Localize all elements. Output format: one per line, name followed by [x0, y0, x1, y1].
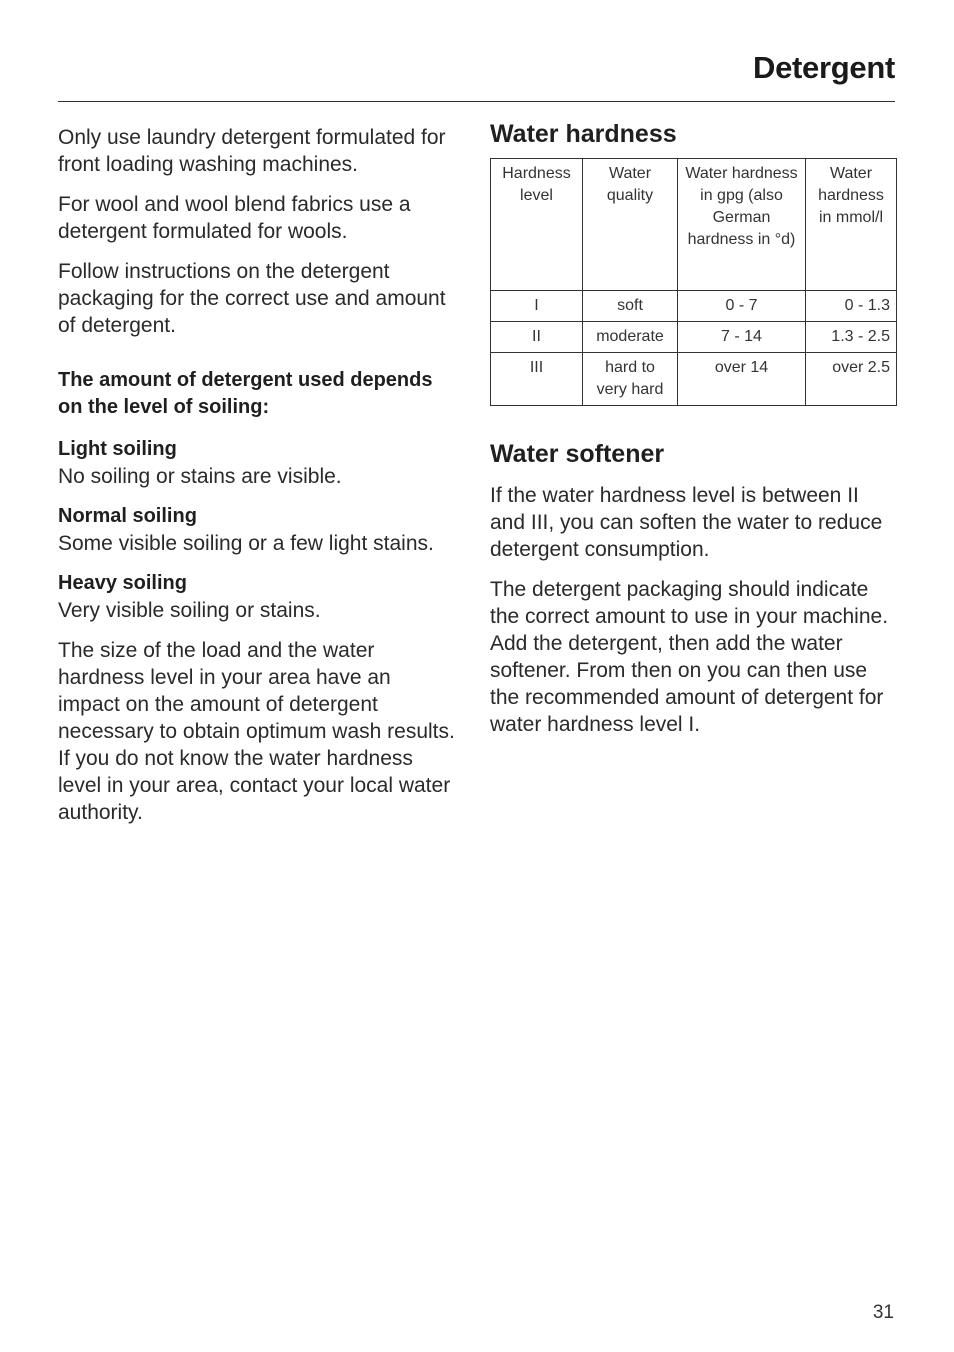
wool-paragraph: For wool and wool blend fabrics use a detergent formulated for wools.: [58, 193, 411, 243]
table-cell: hard to very hard: [583, 353, 678, 406]
soiling-description: Some visible soiling or a few light stains.: [58, 532, 434, 555]
table-cell: II: [491, 322, 583, 353]
table-cell: 7 - 14: [678, 322, 806, 353]
header-divider: [58, 101, 895, 102]
table-row: [491, 322, 897, 353]
water-softener-heading: Water softener: [490, 440, 665, 468]
header-gpg: Water hardness in gpg (also German hardness in °d): [678, 159, 806, 291]
soiling-item-heavy: [58, 570, 458, 624]
soiling-title: Heavy soiling: [58, 572, 187, 594]
water-hardness-table: [490, 158, 897, 406]
header-mmol: Water hardness in mmol/l: [806, 159, 897, 291]
soiling-description: Very visible soiling or stains.: [58, 599, 321, 622]
water-hardness-heading: Water hardness: [490, 120, 677, 148]
table-cell: soft: [583, 291, 678, 322]
table-row: [491, 353, 897, 406]
table-cell: 0 - 1.3: [806, 291, 897, 322]
softener-paragraph: If the water hardness level is between II and III, you can soften the water to reduce detergent consumption.: [490, 484, 883, 561]
header-water-quality: Water quality: [583, 159, 678, 291]
soiling-item-light: [58, 436, 458, 490]
soiling-title: Normal soiling: [58, 505, 197, 527]
header-hardness-level: Hardness level: [491, 159, 583, 291]
table-cell: 0 - 7: [678, 291, 806, 322]
table-cell: over 2.5: [806, 353, 897, 406]
soiling-item-normal: [58, 503, 458, 557]
table-cell: moderate: [583, 322, 678, 353]
page-number: 31: [872, 1302, 894, 1323]
table-cell: over 14: [678, 353, 806, 406]
instructions-paragraph: Follow instructions on the detergent packaging for the correct use and amount of detergent.: [58, 260, 446, 337]
table-cell: III: [491, 353, 583, 406]
table-header-row: [491, 159, 897, 291]
table-cell: I: [491, 291, 583, 322]
soiling-title: Light soiling: [58, 438, 177, 460]
softener-paragraph: The detergent packaging should indicate the correct amount to use in your machine. Add the detergent, then add the water softener. From then on you can then use the recommended amount of detergent for water hardness level I.: [490, 578, 889, 736]
intro-paragraph: Only use laundry detergent formulated for front loading washing machines.: [58, 126, 446, 176]
table-row: [491, 291, 897, 322]
closing-paragraph: The size of the load and the water hardness level in your area have an impact on the amount of detergent necessary to obtain optimum wash results. If you do not know the water hardness level in your area, contact your local water authority.: [58, 639, 455, 824]
left-column: [58, 124, 458, 839]
table-cell: 1.3 - 2.5: [806, 322, 897, 353]
soiling-lead: The amount of detergent used depends on the level of soiling:: [58, 369, 433, 418]
right-column: [490, 118, 895, 751]
page-title: Detergent: [753, 50, 895, 85]
soiling-description: No soiling or stains are visible.: [58, 465, 342, 488]
